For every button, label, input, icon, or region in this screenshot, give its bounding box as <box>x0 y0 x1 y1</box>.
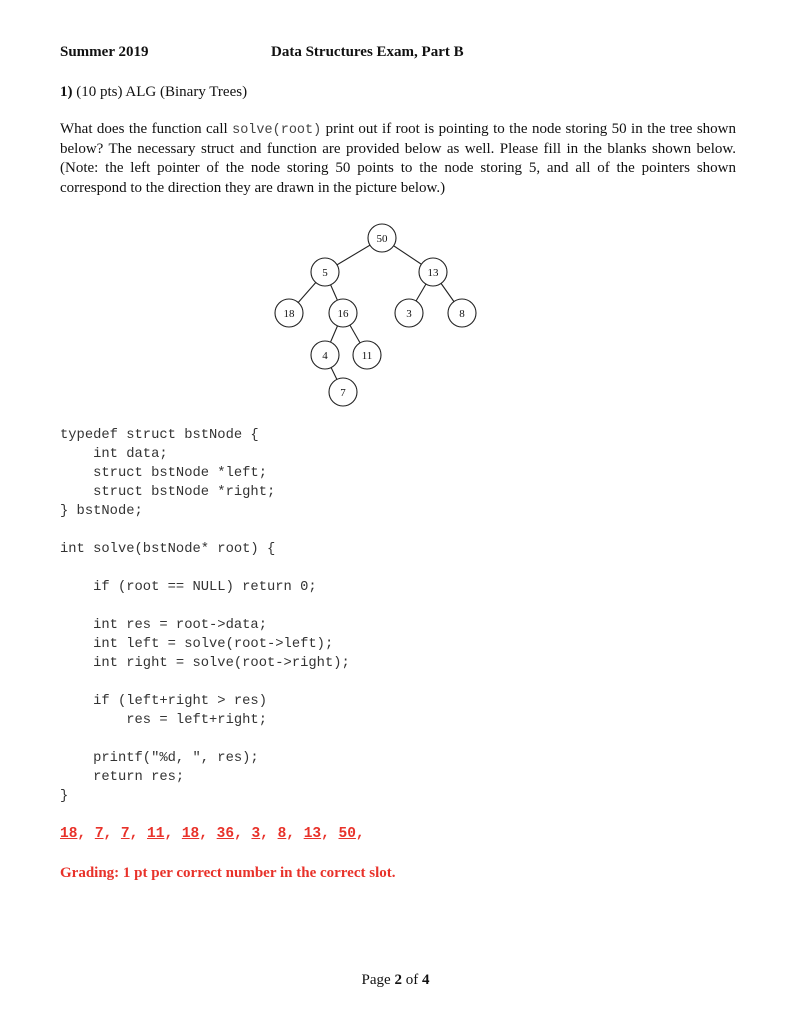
tree-node-label: 11 <box>361 350 373 362</box>
footer-page-total: 4 <box>421 972 430 988</box>
binary-tree-diagram <box>0 0 791 420</box>
tree-node-label: 8 <box>459 308 465 320</box>
tree-node-label: 18 <box>283 308 295 320</box>
tree-node-label: 3 <box>406 308 412 320</box>
tree-node-label: 16 <box>337 308 349 320</box>
answer-value: 50 <box>338 826 356 842</box>
answer-separator: , <box>164 826 182 842</box>
answer-value: 36 <box>216 826 235 842</box>
answer-separator: , <box>199 826 217 842</box>
answer-value: 13 <box>303 826 322 842</box>
footer-page-number: 2 <box>394 972 402 988</box>
tree-node-label: 7 <box>340 387 346 399</box>
answer-value: 18 <box>60 826 78 842</box>
question-number: 1) <box>60 84 73 100</box>
question-meta: (10 pts) ALG (Binary Trees) <box>76 84 248 100</box>
tree-node-11 <box>353 341 381 369</box>
answer-separator: , <box>321 826 339 842</box>
answer-value: 11 <box>147 826 165 842</box>
page-footer <box>0 972 791 989</box>
answer-separator: , <box>355 826 365 842</box>
answer-separator: , <box>129 826 148 842</box>
answer-separator: , <box>260 826 278 842</box>
answer-separator: , <box>234 826 252 842</box>
tree-node-3 <box>395 299 423 327</box>
tree-node-label: 13 <box>427 267 439 279</box>
answer-value: 7 <box>94 826 104 842</box>
tree-node-13 <box>419 258 447 286</box>
tree-node-50 <box>368 224 396 252</box>
answer-separator: , <box>286 826 304 842</box>
tree-node-5 <box>311 258 339 286</box>
tree-node-4 <box>311 341 339 369</box>
tree-node-16 <box>329 299 357 327</box>
tree-node-8 <box>448 299 476 327</box>
tree-node-7 <box>329 378 357 406</box>
answer-value: 8 <box>277 826 287 842</box>
code-listing: typedef struct bstNode { int data; struct bstNode *left; struct bstNode *right; } bstNode; int solve(bstNode* root) { if (root == NULL) return 0; int res = root->data; int left = solve(root->left); int right = solve(root->right); if (left+right > res) res = left+right; printf("%d, ", res); return res; } <box>60 428 350 804</box>
footer-of: of <box>401 972 422 988</box>
answer-separator: , <box>77 826 95 842</box>
tree-node-label: 4 <box>322 350 328 362</box>
answer-separator: , <box>103 826 121 842</box>
footer-prefix: Page <box>361 972 395 988</box>
answer-value: 7 <box>120 826 130 842</box>
question-text-part1: What does the function call <box>60 121 233 137</box>
answer-value: 18 <box>181 826 200 842</box>
header-exam-title: Data Structures Exam, Part B <box>271 44 464 60</box>
answer-line <box>60 826 365 842</box>
question-text-part2: print out if root is pointing to the node storing 50 in the tree shown below? The necessary struct and function are provided below as well. Please fill in the blanks shown below. (Note: the left pointer of the node storing 50 points to the node storing 5, and all of the pointers shown correspond to the direction they are drawn in the picture below.) <box>60 121 736 196</box>
inline-code-solve: solve(root) <box>232 123 322 138</box>
answer-value: 3 <box>251 826 261 842</box>
grading-note: Grading: 1 pt per correct number in the correct slot. <box>60 865 396 881</box>
tree-node-label: 5 <box>322 267 328 279</box>
header-course-term: Summer 2019 <box>60 44 149 60</box>
tree-node-18 <box>275 299 303 327</box>
tree-node-label: 50 <box>376 233 388 245</box>
